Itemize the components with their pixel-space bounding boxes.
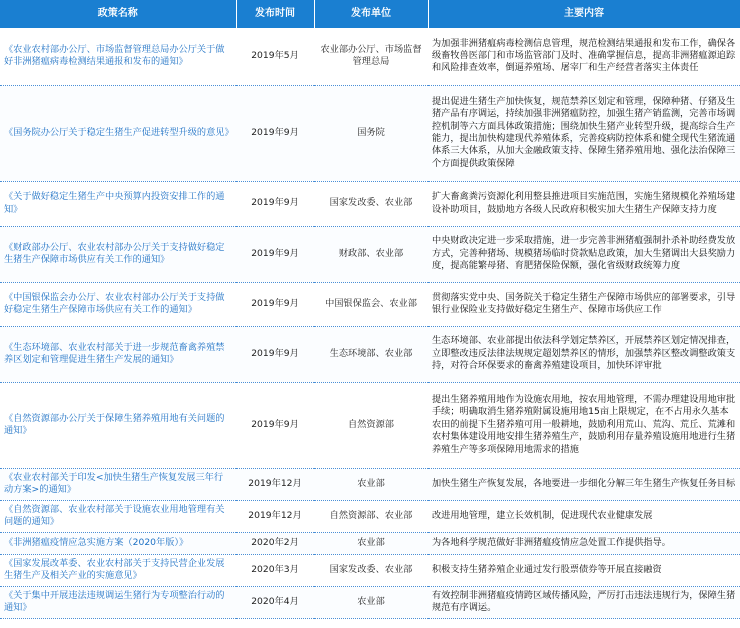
release-date-cell: 2020年4月 <box>236 586 314 618</box>
issuing-unit-cell: 生态环境部、农业部 <box>314 326 428 382</box>
issuing-unit-cell: 农业部 <box>314 586 428 618</box>
policy-name-cell: 《财政部办公厅、农业农村部办公厅关于支持做好稳定生猪生产保障市场供应有关工作的通知》 <box>0 226 236 282</box>
table-row <box>0 85 740 181</box>
policy-name-cell: 《农业农村部关于印发<加快生猪生产恢复发展三年行动方案>的通知》 <box>0 468 236 500</box>
table-header <box>0 0 740 28</box>
issuing-unit-cell: 农业部 <box>314 532 428 554</box>
release-date-cell: 2019年9月 <box>236 326 314 382</box>
table-row <box>0 282 740 326</box>
table-row <box>0 181 740 226</box>
main-content-cell: 改进用地管理，建立长效机制，促进现代农业健康发展 <box>428 500 740 532</box>
release-date-cell: 2020年3月 <box>236 554 314 586</box>
policy-name-cell: 《非洲猪瘟疫情应急实施方案（2020年版）》 <box>0 532 236 554</box>
issuing-unit-cell: 国家发改委、农业部 <box>314 181 428 226</box>
main-content-cell: 有效控制非洲猪瘟疫情跨区域传播风险，严厉打击违法违规行为，保障生猪规范有序调运。 <box>428 586 740 618</box>
policy-name-cell: 《国家发展改革委、农业农村部关于支持民营企业发展生猪生产及相关产业的实施意见》 <box>0 554 236 586</box>
table-row <box>0 468 740 500</box>
release-date-cell: 2019年9月 <box>236 226 314 282</box>
main-content-cell: 为加强非洲猪瘟病毒检测信息管理，规范检测结果通报和发布工作，确保各级畜牧兽医部门和市场监管部门及时、准确掌握信息，提高非洲猪瘟源追踪和风险排查效率，倒逼养殖场、屠宰厂和生产经营者落实主体责任 <box>428 28 740 85</box>
policy-name-cell: 《关于做好稳定生猪生产中央预算内投资安排工作的通知》 <box>0 181 236 226</box>
release-date-cell: 2019年5月 <box>236 28 314 85</box>
main-content-cell: 为各地科学规范做好非洲猪瘟疫情应急处置工作提供指导。 <box>428 532 740 554</box>
policy-name-cell: 《生态环境部、农业农村部关于进一步规范畜禽养殖禁养区划定和管理促进生猪生产发展的通知》 <box>0 326 236 382</box>
release-date-cell: 2019年9月 <box>236 282 314 326</box>
issuing-unit-cell: 中国银保监会、农业部 <box>314 282 428 326</box>
table-row <box>0 500 740 532</box>
table-body <box>0 28 740 618</box>
issuing-unit-cell: 国家发改委、农业部 <box>314 554 428 586</box>
main-content-cell: 扩大畜禽粪污资源化利用整县推进项目实施范围，实施生猪规模化养殖场建设补助项目，鼓励地方各级人民政府积极实加大生猪生产保障支持力度 <box>428 181 740 226</box>
table-row <box>0 326 740 382</box>
main-content-cell: 中央财政决定进一步采取措施，进一步完善非洲猪瘟强制扑杀补助经费发放方式，完善种猪场、规模猪场临时贷款贴息政策，加大生猪调出大县奖励力度，提高能繁母猪、育肥猪保险保额，强化省级财政统筹力度 <box>428 226 740 282</box>
release-date-cell: 2019年9月 <box>236 382 314 468</box>
policy-name-cell: 《农业农村部办公厅、市场监督管理总局办公厅关于做好非洲猪瘟病毒检测结果通报和发布的通知》 <box>0 28 236 85</box>
table-row <box>0 226 740 282</box>
main-content-cell: 提出促进生猪生产加快恢复，规范禁养区划定和管理，保障种猪、仔猪及生猪产品有序调运，持续加强非洲猪瘟防控，加强生猪产销监测，完善市场调控机制等六方面具体政策措施；围绕加快生猪产业转型升级，提高综合生产能力，提出加快构建现代养殖体系，完善疫病防控体系和健全现代生猪流通体系三大体系，从加大金融政策支持、保障生猪养殖用地、强化法治保障三个方面提供政策保障 <box>428 85 740 181</box>
issuing-unit-cell: 农业部 <box>314 468 428 500</box>
table-row <box>0 554 740 586</box>
header-release-date: 发布时间 <box>236 0 314 28</box>
issuing-unit-cell: 财政部、农业部 <box>314 226 428 282</box>
header-issuing-unit: 发布单位 <box>314 0 428 28</box>
header-row <box>0 0 740 28</box>
header-main-content: 主要内容 <box>428 0 740 28</box>
table-row <box>0 382 740 468</box>
table-row <box>0 532 740 554</box>
main-content-cell: 提出生猪养殖用地作为设施农用地，按农用地管理，不需办理建设用地审批手续；明确取消生猪养殖附属设施用地15亩上限规定，在不占用永久基本农田的前提下生猪养殖可用一般耕地，鼓励利用荒山、荒沟、荒丘、荒滩和农村集体建设用地安排生猪养殖生产，鼓励利用存量养殖设施用地进行生猪养殖生产等多项保障用地需求的措施 <box>428 382 740 468</box>
issuing-unit-cell: 自然资源部、农业部 <box>314 500 428 532</box>
main-content-cell: 生态环境部、农业部提出依法科学划定禁养区，开展禁养区划定情况排查，立即整改违反法律法规规定超划禁养区的情形，加强禁养区整改调整政策支持，对符合环保要求的畜禽养殖建设项目，加快环评审批 <box>428 326 740 382</box>
release-date-cell: 2020年2月 <box>236 532 314 554</box>
issuing-unit-cell: 国务院 <box>314 85 428 181</box>
policy-name-cell: 《中国银保监会办公厅、农业农村部办公厅关于支持做好稳定生猪生产保障市场供应有关工作的通知》 <box>0 282 236 326</box>
policy-name-cell: 《关于集中开展违法违规调运生猪行为专项整治行动的通知》 <box>0 586 236 618</box>
main-content-cell: 加快生猪生产恢复发展，各地要进一步细化分解三年生猪生产恢复任务目标 <box>428 468 740 500</box>
release-date-cell: 2019年9月 <box>236 85 314 181</box>
policy-name-cell: 《自然资源部、农业农村部关于设施农业用地管理有关问题的通知》 <box>0 500 236 532</box>
issuing-unit-cell: 自然资源部 <box>314 382 428 468</box>
release-date-cell: 2019年12月 <box>236 500 314 532</box>
policy-name-cell: 《自然资源部办公厅关于保障生猪养殖用地有关问题的通知》 <box>0 382 236 468</box>
main-content-cell: 贯彻落实党中央、国务院关于稳定生猪生产保障市场供应的部署要求，引导银行业保险业支持做好稳定生猪生产、保障市场供应工作 <box>428 282 740 326</box>
table-row <box>0 28 740 85</box>
main-content-cell: 积极支持生猪养殖企业通过发行股票债券等开展直接融资 <box>428 554 740 586</box>
release-date-cell: 2019年12月 <box>236 468 314 500</box>
release-date-cell: 2019年9月 <box>236 181 314 226</box>
table-row <box>0 586 740 618</box>
issuing-unit-cell: 农业部办公厅、市场监督管理总局 <box>314 28 428 85</box>
policy-name-cell: 《国务院办公厅关于稳定生猪生产促进转型升级的意见》 <box>0 85 236 181</box>
header-policy-name: 政策名称 <box>0 0 236 28</box>
